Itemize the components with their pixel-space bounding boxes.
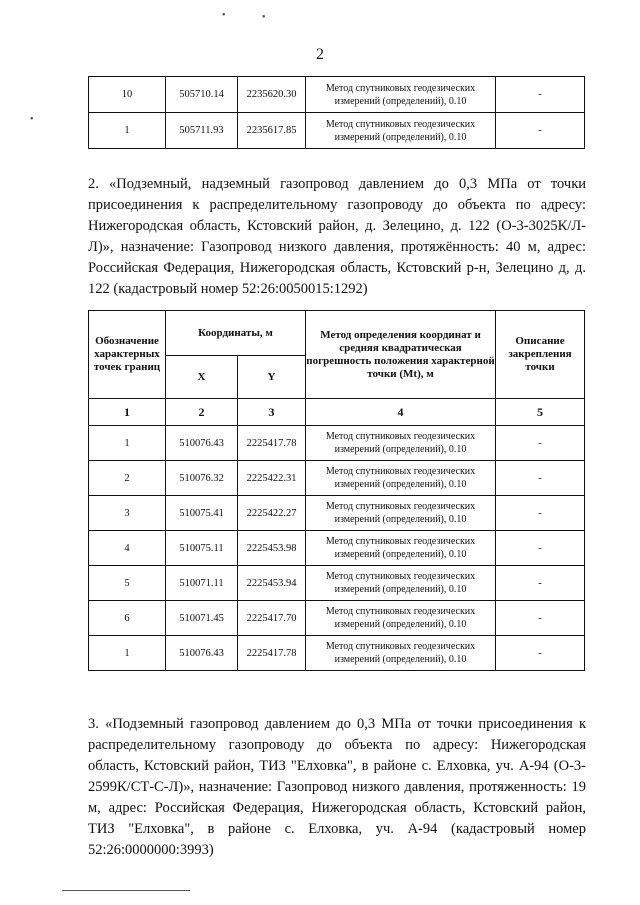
cell-method: Метод спутниковых геодезических измерений (определений), 0.10 <box>306 496 496 531</box>
cell-x: 510071.45 <box>166 601 238 636</box>
cell-x: 510071.11 <box>166 566 238 601</box>
scan-speck: • <box>262 12 266 23</box>
cell-method: Метод спутниковых геодезических измерений (определений), 0.10 <box>306 461 496 496</box>
scan-speck: • <box>222 10 226 21</box>
cell-x: 510075.41 <box>166 496 238 531</box>
cell-y: 2225417.70 <box>238 601 306 636</box>
cell-point: 3 <box>89 496 166 531</box>
table-row <box>89 531 585 566</box>
col-number: 3 <box>238 399 306 426</box>
column-numbers-row <box>89 399 585 426</box>
col-number: 1 <box>89 399 166 426</box>
t2-body <box>89 426 585 671</box>
cell-point: 1 <box>89 426 166 461</box>
cell-y: 2235617.85 <box>238 113 306 149</box>
coordinates-table <box>88 310 585 671</box>
cell-x: 510075.11 <box>166 531 238 566</box>
cell-y: 2225453.98 <box>238 531 306 566</box>
cell-y: 2235620.30 <box>238 77 306 113</box>
col-number: 5 <box>496 399 585 426</box>
cell-desc: - <box>496 601 585 636</box>
cell-y: 2225422.31 <box>238 461 306 496</box>
table-row <box>89 426 585 461</box>
t1-body <box>89 77 585 149</box>
cell-point: 4 <box>89 531 166 566</box>
cell-y: 2225422.27 <box>238 496 306 531</box>
header-desc: Описание закрепления точки <box>496 311 585 399</box>
cell-y: 2225417.78 <box>238 636 306 671</box>
cell-point: 10 <box>89 77 166 113</box>
cell-y: 2225417.78 <box>238 426 306 461</box>
cell-method: Метод спутниковых геодезических измерений (определений), 0.10 <box>306 113 496 149</box>
cell-point: 2 <box>89 461 166 496</box>
footer-rule <box>62 890 190 891</box>
section-2-paragraph: 2. «Подземный, надземный газопровод давлением до 0,3 МПа от точки присоединения к распределительному газопроводу до объекта по адресу: Нижегородская область, Кстовский район, д. Зелецино, д. 122 (О-3-3025К/Л-Л)», назначение: Газопровод низкого давления, протяжённость: 40 м, адрес: Российская Федерация, Нижегородская область, Кстовский р-н, Зелецино д, д. 122 (кадастровый номер 52:26:0050015:1292) <box>88 176 586 297</box>
cell-desc: - <box>496 113 585 149</box>
header-x: X <box>166 356 238 399</box>
table-row <box>89 496 585 531</box>
cell-desc: - <box>496 77 585 113</box>
cell-method: Метод спутниковых геодезических измерений (определений), 0.10 <box>306 531 496 566</box>
coordinates-table-continued <box>88 76 585 149</box>
header-method: Метод определения координат и средняя квадратическая погрешность положения характерной точки (Mt), м <box>306 311 496 399</box>
section-3-paragraph: 3. «Подземный газопровод давлением до 0,3 МПа от точки присоединения к распределительному газопроводу до объекта по адресу: Нижегородская область, Кстовский район, ТИЗ "Елховка", в районе с. Елховка, уч. А-94 (О-3-2599К/СТ-С-Л)», назначение: Газопровод низкого давления, протяженность: 19 м, адрес: Российская Федерация, Нижегородская область, Кстовский район, ТИЗ "Елховка", в районе с. Елховка, уч. А-94 (кадастровый номер 52:26:0000000:3993) <box>88 716 586 858</box>
cell-point: 5 <box>89 566 166 601</box>
cell-x: 510076.32 <box>166 461 238 496</box>
cell-desc: - <box>496 461 585 496</box>
table-row <box>89 601 585 636</box>
cell-desc: - <box>496 566 585 601</box>
header-coords: Координаты, м <box>166 311 306 356</box>
col-number: 2 <box>166 399 238 426</box>
table-row <box>89 77 585 113</box>
cell-desc: - <box>496 531 585 566</box>
table-row <box>89 636 585 671</box>
header-y: Y <box>238 356 306 399</box>
cell-point: 1 <box>89 113 166 149</box>
scan-speck: • <box>30 114 34 125</box>
cell-method: Метод спутниковых геодезических измерений (определений), 0.10 <box>306 77 496 113</box>
cell-method: Метод спутниковых геодезических измерений (определений), 0.10 <box>306 566 496 601</box>
col-number: 4 <box>306 399 496 426</box>
cell-method: Метод спутниковых геодезических измерений (определений), 0.10 <box>306 426 496 461</box>
cell-desc: - <box>496 496 585 531</box>
table-row <box>89 566 585 601</box>
cell-x: 510076.43 <box>166 426 238 461</box>
cell-desc: - <box>496 636 585 671</box>
cell-x: 505711.93 <box>166 113 238 149</box>
cell-method: Метод спутниковых геодезических измерений (определений), 0.10 <box>306 636 496 671</box>
cell-point: 1 <box>89 636 166 671</box>
cell-x: 505710.14 <box>166 77 238 113</box>
cell-x: 510076.43 <box>166 636 238 671</box>
table-row <box>89 113 585 149</box>
cell-method: Метод спутниковых геодезических измерений (определений), 0.10 <box>306 601 496 636</box>
cell-desc: - <box>496 426 585 461</box>
header-points: Обозначение характерных точек границ <box>89 311 166 399</box>
page-number: 2 <box>316 46 324 63</box>
cell-point: 6 <box>89 601 166 636</box>
table-row <box>89 461 585 496</box>
cell-y: 2225453.94 <box>238 566 306 601</box>
